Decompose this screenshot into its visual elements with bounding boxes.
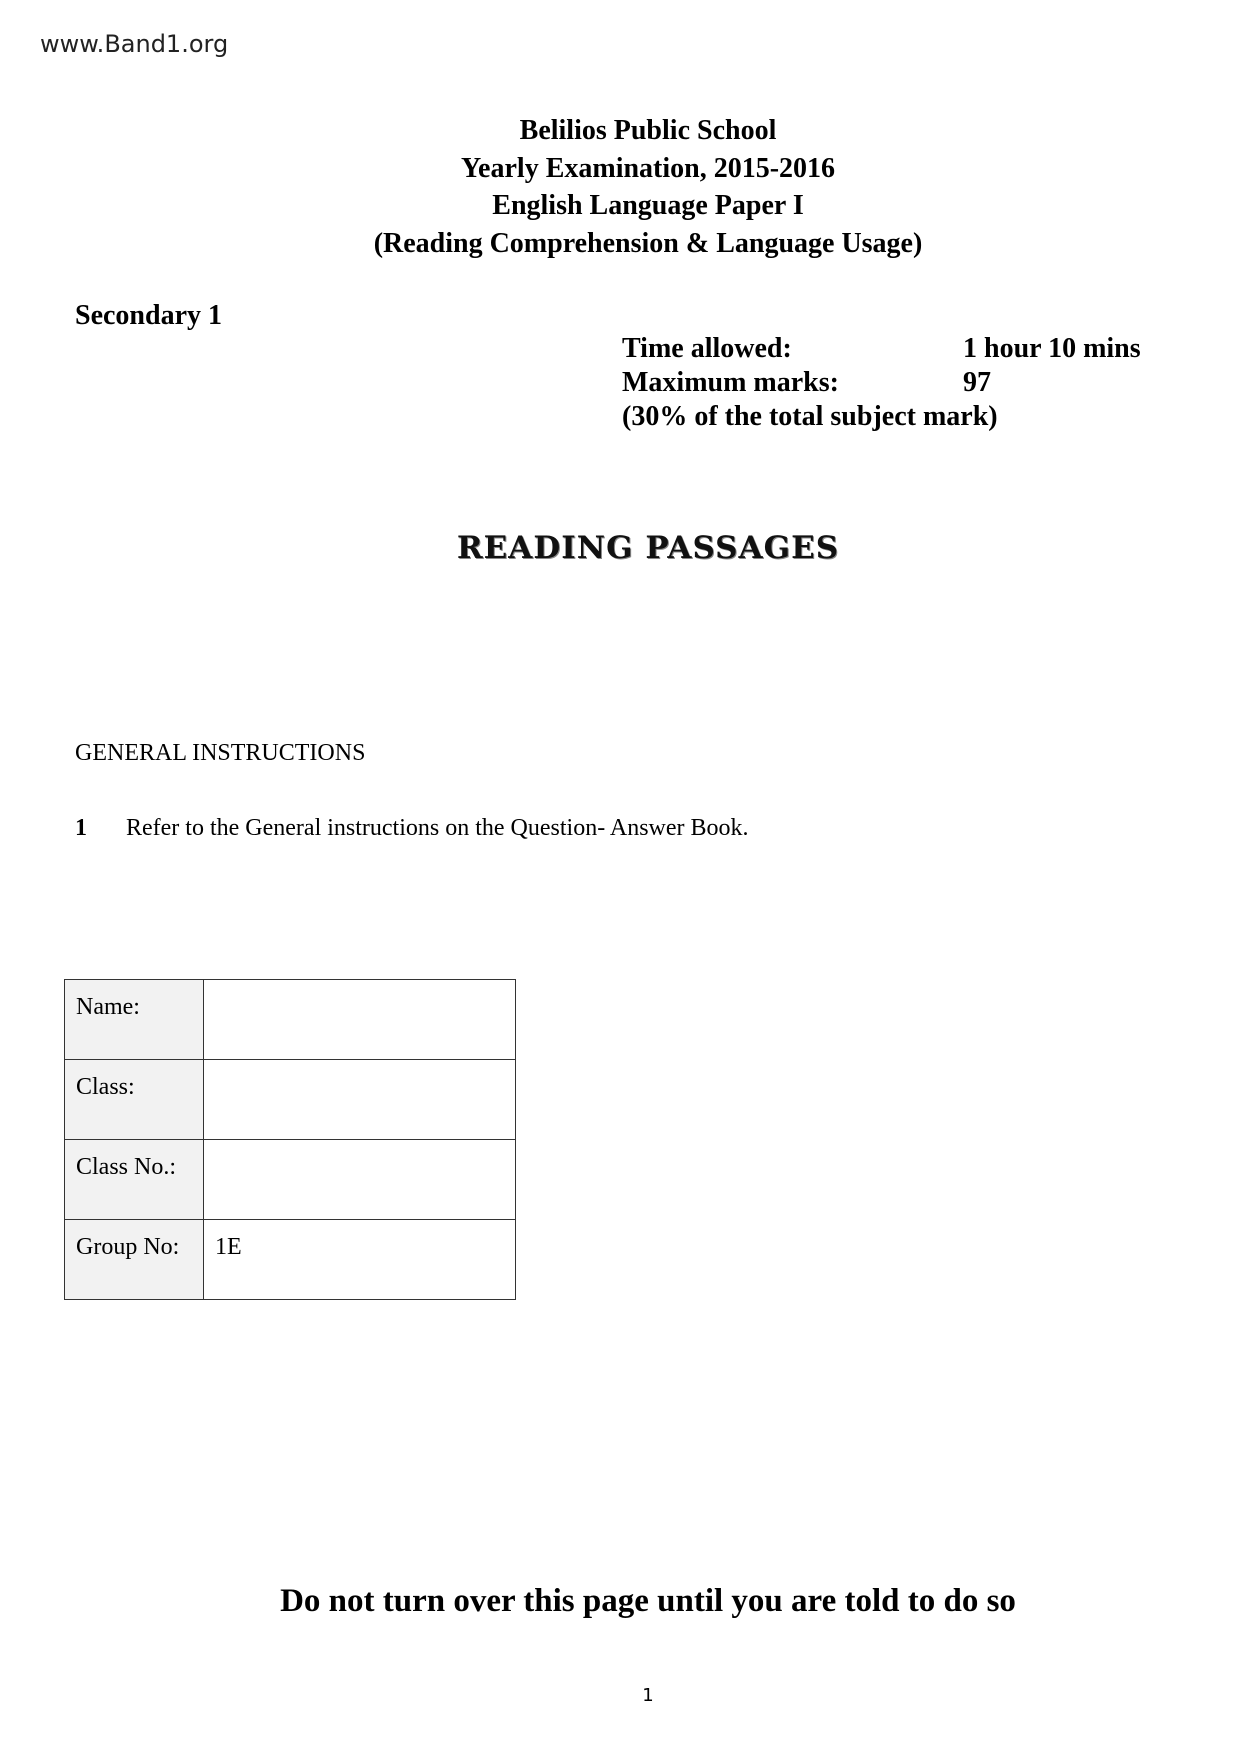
paper-subtitle: (Reading Comprehension & Language Usage): [373, 227, 923, 259]
paper-title: English Language Paper I: [492, 190, 804, 221]
marks-value: 97: [963, 367, 991, 398]
group-no-field[interactable]: 1E: [204, 1220, 516, 1300]
instruction-item: [75, 815, 749, 842]
section-title: READING PASSAGES: [456, 530, 840, 566]
school-name: Belilios Public School: [519, 115, 777, 146]
exam-header: [0, 112, 1240, 262]
group-no-label: Group No:: [65, 1220, 204, 1300]
watermark-url: www.Band1.org: [40, 30, 229, 58]
exam-title: Yearly Examination, 2015-2016: [460, 152, 836, 184]
table-row: [65, 980, 516, 1060]
weight-note: (30% of the total subject mark): [622, 401, 998, 432]
exam-meta: [622, 332, 1141, 434]
level-label: Secondary 1: [75, 300, 222, 331]
class-no-label: Class No.:: [65, 1140, 204, 1220]
class-field[interactable]: [204, 1060, 516, 1140]
table-row: [65, 1140, 516, 1220]
instruction-text: Refer to the General instructions on the Question- Answer Book.: [126, 815, 749, 841]
name-field[interactable]: [204, 980, 516, 1060]
class-label: Class:: [65, 1060, 204, 1140]
weight-row: [622, 400, 998, 434]
instruction-number: 1: [75, 815, 87, 841]
time-label: Time allowed:: [622, 333, 792, 364]
student-info-table: [64, 979, 516, 1300]
table-row: [65, 1060, 516, 1140]
page-number: 1: [642, 1685, 654, 1706]
marks-row: [622, 366, 998, 400]
class-no-field[interactable]: [204, 1140, 516, 1220]
name-label: Name:: [65, 980, 204, 1060]
time-value: 1 hour 10 mins: [963, 333, 1141, 364]
instructions-heading: GENERAL INSTRUCTIONS: [75, 740, 366, 766]
time-row: [622, 332, 1141, 366]
table-row: [65, 1220, 516, 1300]
marks-label: Maximum marks:: [622, 367, 839, 398]
footer-warning: Do not turn over this page until you are told to do so: [280, 1583, 1016, 1619]
